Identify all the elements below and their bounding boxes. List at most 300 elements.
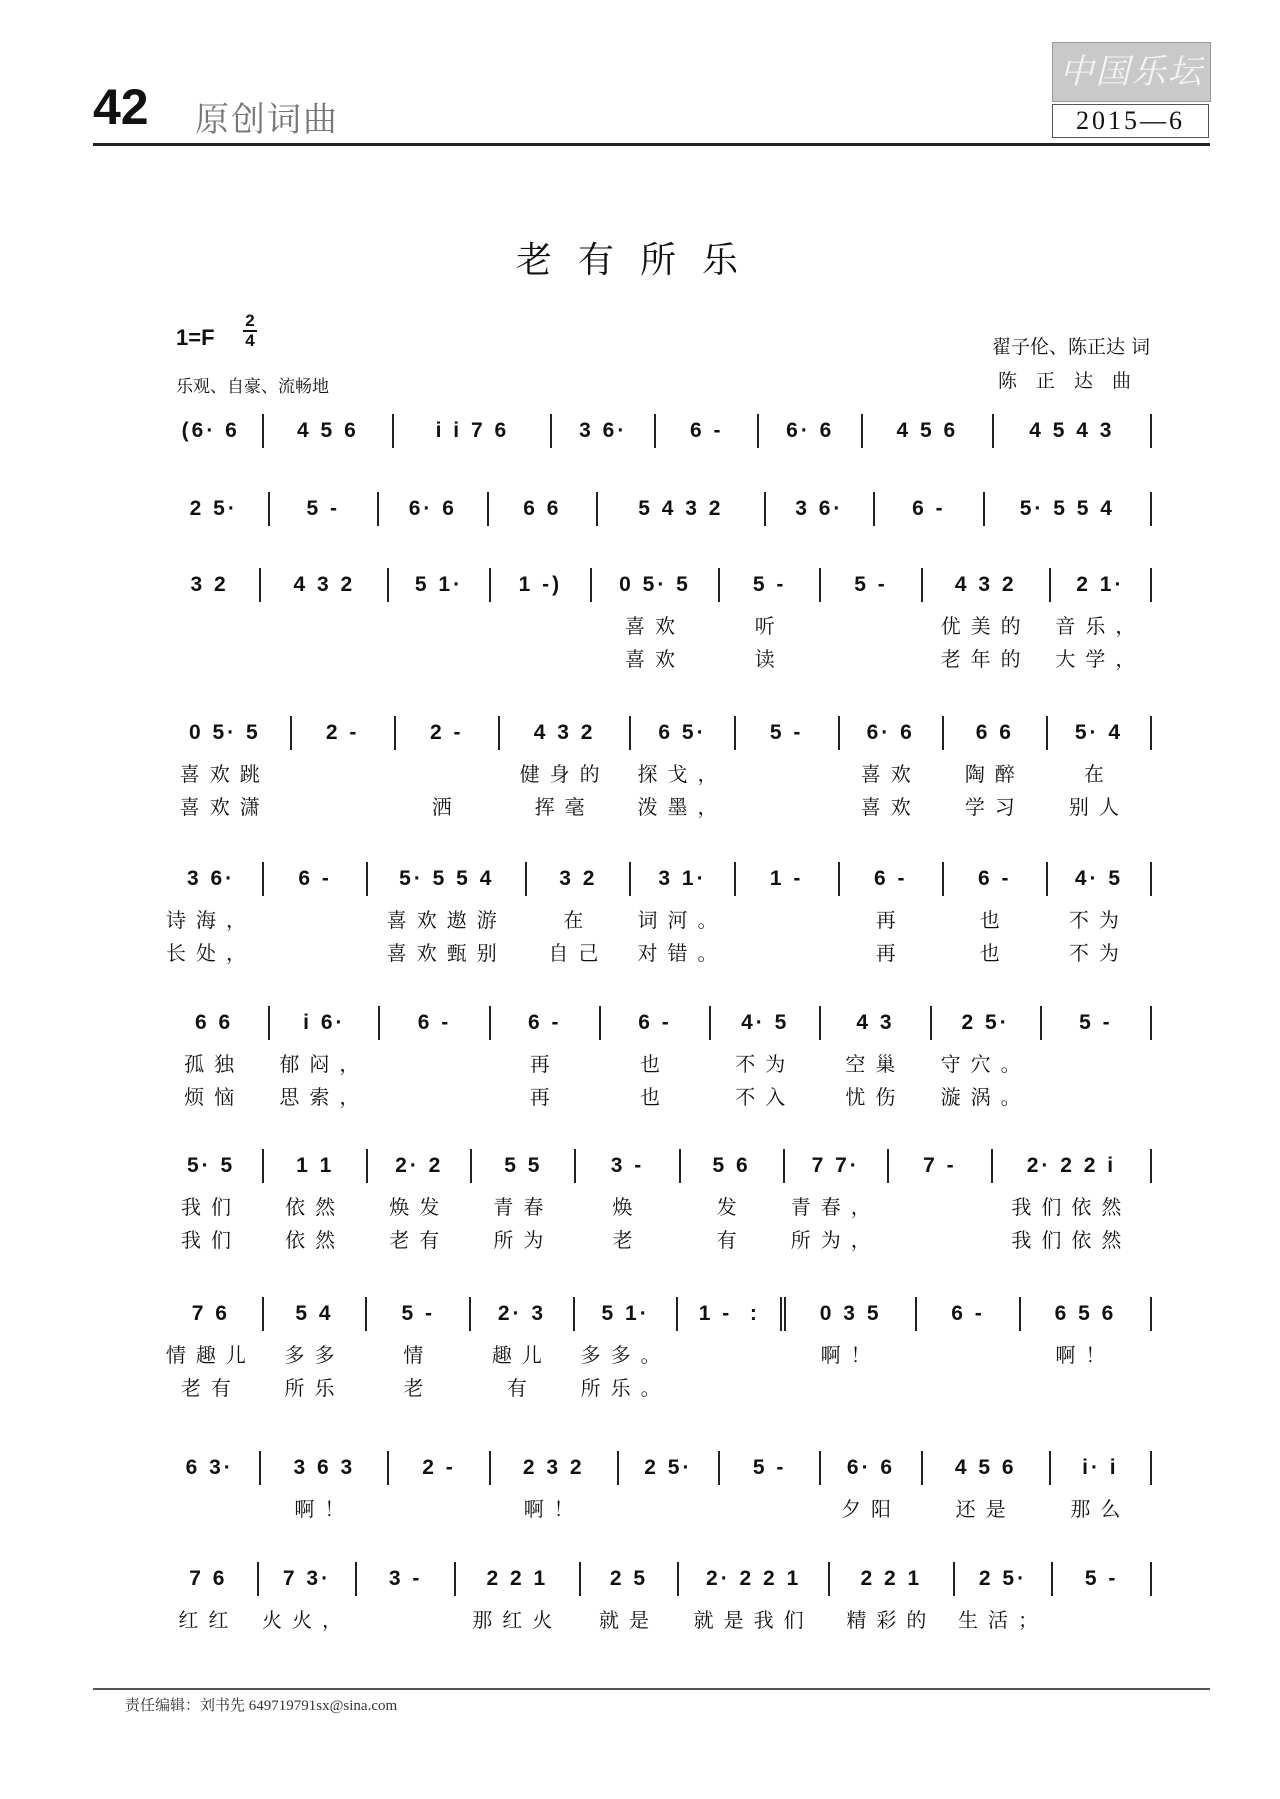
measure — [1051, 1451, 1152, 1521]
song-title: 老有所乐 — [515, 240, 764, 281]
measure — [396, 716, 500, 819]
measure — [1048, 862, 1152, 965]
measure-notes: 5· 5 — [186, 1154, 236, 1177]
lyric-verse-1: 火火， — [261, 1608, 352, 1632]
lyric-verse-1: 啊！ — [820, 1343, 881, 1367]
measure — [160, 568, 261, 602]
measure-notes: 1 1 — [296, 1154, 335, 1177]
measure-notes: 7 6 — [189, 1567, 228, 1590]
lyric-verse-1: 青春， — [790, 1195, 881, 1219]
lyric-verse-2: 自己 — [548, 941, 609, 965]
lyric-verse-2: 忧伤 — [845, 1085, 906, 1109]
measure — [1042, 1006, 1152, 1040]
lyric-verse-1: 还是 — [955, 1497, 1016, 1521]
lyric-verse-1: 喜欢 — [860, 762, 921, 786]
measure-notes: 6 - — [912, 497, 946, 520]
measure — [923, 1451, 1051, 1521]
section-title: 原创词曲 — [195, 100, 339, 140]
score-row — [160, 1006, 1152, 1109]
header-rule — [93, 143, 1210, 146]
measure-notes: 5 - — [401, 1302, 435, 1325]
lyric-verse-2: 有 — [716, 1228, 747, 1252]
measure — [389, 568, 490, 602]
measure-notes: 2 2 1 — [486, 1567, 549, 1590]
measure — [160, 1562, 259, 1632]
magazine-logo: 中国乐坛 — [1052, 42, 1211, 102]
lyric-verse-2: 泼墨， — [637, 795, 728, 819]
measure-notes: 4 3 2 — [293, 573, 356, 596]
measure-notes: 6 - — [528, 1011, 562, 1034]
lyric-verse-1: 音乐， — [1055, 614, 1146, 638]
score-row — [160, 568, 1152, 671]
measure-notes: 6 6 — [195, 1011, 234, 1034]
measure — [656, 414, 760, 448]
lyric-verse-1: 依然 — [285, 1195, 346, 1219]
score-row — [160, 1451, 1152, 1521]
measure — [357, 1562, 456, 1596]
measure — [575, 1297, 679, 1400]
measure-notes: 6 - — [689, 419, 724, 442]
lyric-verse-2: 老有 — [389, 1228, 450, 1252]
measure-notes: 7 3· — [282, 1567, 332, 1590]
lyric-verse-1: 在 — [563, 908, 594, 932]
measure — [264, 1149, 368, 1252]
measure-notes: 4 5 4 3 — [1029, 419, 1115, 442]
measure — [491, 1451, 619, 1521]
lyric-verse-2: 挥毫 — [534, 795, 595, 819]
measure-notes: 6· 6 — [408, 497, 457, 520]
measure — [821, 568, 922, 602]
measure-notes: i· i — [1082, 1456, 1119, 1479]
composer-credit: 陈正达曲 — [997, 370, 1150, 392]
measure — [720, 568, 821, 671]
measures — [160, 414, 1152, 448]
measure-notes: 3 2 — [190, 573, 229, 596]
measure — [840, 862, 944, 965]
score-row — [160, 414, 1152, 448]
lyric-verse-2: 依然 — [285, 1228, 346, 1252]
measure-notes: 0 5· 5 — [188, 721, 261, 744]
measure-notes: 6 - — [298, 867, 332, 890]
measure-notes: 6 - — [638, 1011, 672, 1034]
measure — [679, 1562, 830, 1632]
lyric-verse-2: 再 — [529, 1085, 560, 1109]
lyric-verse-2: 喜欢 — [625, 647, 685, 671]
lyric-verse-2: 老年的 — [940, 647, 1031, 671]
measure — [955, 1562, 1054, 1632]
lyric-verse-2: 也 — [639, 1085, 670, 1109]
time-sig-top: 2 — [245, 311, 255, 330]
lyric-verse-2: 我们依然 — [1011, 1228, 1132, 1252]
measures — [160, 492, 1152, 526]
measure — [889, 1149, 993, 1183]
measure-notes: 6 6 — [523, 497, 562, 520]
lyric-verse-1: 优美的 — [940, 614, 1031, 638]
measure-notes: 5 - — [1084, 1567, 1119, 1590]
measure — [552, 414, 656, 448]
lyric-verse-1: 健身的 — [519, 762, 610, 786]
lyric-verse-1: 趣儿 — [491, 1343, 552, 1367]
measure — [160, 862, 264, 965]
score-row — [160, 492, 1152, 526]
lyric-verse-1: 就是我们 — [693, 1608, 814, 1632]
measure — [1051, 568, 1152, 671]
lyric-verse-1: 啊！ — [523, 1497, 584, 1521]
measure — [471, 1297, 575, 1400]
measure-notes: 6 6 — [975, 721, 1014, 744]
measure — [994, 414, 1152, 448]
measure-notes: 5 5 — [504, 1154, 543, 1177]
measure-notes: 4 3 2 — [533, 721, 596, 744]
measure — [379, 492, 489, 526]
measure-notes: 3 - — [610, 1154, 645, 1177]
measure — [264, 1297, 368, 1400]
measure — [923, 568, 1051, 671]
lyric-verse-1: 那么 — [1070, 1497, 1131, 1521]
lyric-verse-1: 焕发 — [389, 1195, 450, 1219]
lyric-verse-1: 再 — [529, 1052, 560, 1076]
measure-notes: 3 6· — [579, 419, 628, 442]
measure — [160, 1149, 264, 1252]
measure-notes: 5· 5 5 4 — [1019, 497, 1115, 520]
measure — [261, 1451, 389, 1521]
measure-notes: 4 3 2 — [954, 573, 1017, 596]
measure-notes: 4· 5 — [741, 1011, 790, 1034]
lyric-verse-1: 发 — [716, 1195, 747, 1219]
measure-notes: 5 - — [769, 721, 804, 744]
lyric-verse-2: 思索， — [279, 1085, 370, 1109]
measure — [368, 1149, 472, 1252]
measure — [500, 716, 632, 819]
lyric-verse-1: 情 — [403, 1343, 434, 1367]
measure-notes: 6 - — [417, 1011, 452, 1034]
lyric-verse-1: 生活； — [958, 1608, 1048, 1632]
measure — [631, 862, 735, 965]
lyric-verse-1: 探戈， — [637, 762, 728, 786]
measure-notes: 2· 2 2 1 — [706, 1567, 802, 1590]
lyric-verse-1: 听 — [754, 614, 785, 638]
measures — [160, 1297, 1152, 1400]
measure-notes: 3 6 3 — [293, 1456, 356, 1479]
measure-notes: 6· 6 — [866, 721, 915, 744]
measure — [489, 492, 599, 526]
lyric-verse-1: 也 — [639, 1052, 670, 1076]
measure-notes: 1 - : — [698, 1302, 760, 1325]
lyric-verse-1: 青春 — [493, 1195, 554, 1219]
footer-rule — [93, 1688, 1210, 1690]
lyric-verse-2: 别人 — [1068, 795, 1129, 819]
measures — [160, 568, 1152, 671]
measure — [527, 862, 631, 965]
measure-notes: 5 6 — [712, 1154, 751, 1177]
measure-notes: 2 - — [430, 721, 464, 744]
measure — [917, 1297, 1021, 1331]
measure-notes: 7 6 — [191, 1302, 230, 1325]
lyric-verse-1: 在 — [1083, 762, 1114, 786]
measure — [863, 414, 994, 448]
editor-credit: 责任编辑：刘书先 649719791sx@sina.com — [125, 1698, 398, 1714]
measure — [786, 1297, 917, 1367]
lyric-verse-1: 喜欢跳 — [179, 762, 270, 786]
measure-notes: i 6· — [303, 1011, 346, 1034]
measure-notes: 2 3 2 — [522, 1456, 585, 1479]
lyric-verse-2: 喜欢 — [860, 795, 921, 819]
measure-notes: 7 7· — [811, 1154, 860, 1177]
measure — [264, 862, 368, 896]
lyric-verse-2: 所为， — [790, 1228, 881, 1252]
measures — [160, 1006, 1152, 1109]
lyric-verse-1: 多多 — [284, 1343, 345, 1367]
lyric-verse-2: 不入 — [735, 1085, 796, 1109]
measure — [576, 1149, 680, 1252]
lyric-verse-2: 洒 — [431, 795, 462, 819]
key-signature: 1=F — [176, 325, 215, 350]
measure-notes: 6 - — [951, 1302, 985, 1325]
measure — [785, 1149, 889, 1252]
measure — [160, 414, 264, 448]
measure — [160, 492, 270, 526]
lyric-verse-2: 大学， — [1055, 647, 1146, 671]
lyric-verse-1: 诗海， — [166, 908, 257, 932]
measures — [160, 716, 1152, 819]
measure-notes: 3 6· — [186, 867, 236, 890]
measure-notes: 2 5· — [189, 497, 238, 520]
measure — [456, 1562, 581, 1632]
measure — [264, 414, 395, 448]
measure — [736, 862, 840, 896]
measure — [592, 568, 720, 671]
measure-notes: (6· 6 — [181, 419, 240, 442]
lyric-verse-1: 也 — [979, 908, 1010, 932]
measure-notes: 2 5 — [609, 1567, 649, 1590]
measure-notes: 2 5· — [978, 1567, 1028, 1590]
measure-notes: 5 - — [1079, 1011, 1113, 1034]
measure — [367, 1297, 471, 1400]
measure-notes: 2· 2 2 i — [1026, 1154, 1117, 1177]
measure-notes: 4 3 — [856, 1011, 895, 1034]
measures — [160, 1149, 1152, 1252]
lyric-verse-2: 老有 — [180, 1376, 241, 1400]
measure — [160, 1006, 270, 1109]
measure — [619, 1451, 720, 1485]
measure — [160, 1297, 264, 1400]
issue-number: 2015—6 — [1052, 104, 1209, 138]
lyric-verse-1: 就是 — [598, 1608, 659, 1632]
measure-notes: 5 4 — [295, 1302, 334, 1325]
measure-notes: 0 3 5 — [819, 1302, 882, 1325]
measure-notes: 5· 4 — [1074, 721, 1124, 744]
measure-notes: 3 - — [388, 1567, 423, 1590]
measure-notes: 2 5· — [644, 1456, 693, 1479]
measure — [270, 492, 380, 526]
lyric-verse-2: 学习 — [964, 795, 1025, 819]
lyric-verse-2: 烦恼 — [184, 1085, 245, 1109]
lyric-verse-1: 喜欢 — [625, 614, 685, 638]
measure — [1021, 1297, 1152, 1367]
lyric-verse-2: 对错。 — [637, 941, 728, 965]
lyric-verse-1: 陶醉 — [964, 762, 1025, 786]
lyric-verse-1: 红红 — [178, 1608, 239, 1632]
lyric-verse-2: 我们 — [181, 1228, 242, 1252]
lyric-verse-2: 所乐 — [284, 1376, 345, 1400]
measure — [491, 1006, 601, 1109]
measure-notes: 5 - — [752, 1456, 787, 1479]
measure-notes: 2 - — [422, 1456, 456, 1479]
lyric-verse-1: 不为 — [1068, 908, 1129, 932]
lyric-verse-2: 喜欢甄别 — [386, 941, 507, 965]
measure — [598, 492, 765, 526]
measure — [759, 414, 863, 448]
measures — [160, 1451, 1152, 1521]
measure-notes: 5 - — [306, 497, 341, 520]
measure-notes: 6 3· — [185, 1456, 234, 1479]
lyric-verse-2: 再 — [875, 941, 906, 965]
measure — [985, 492, 1152, 526]
lyric-verse-1: 情趣儿 — [165, 1343, 256, 1367]
measure — [160, 1451, 261, 1485]
measure — [681, 1149, 785, 1252]
lyric-verse-2: 不为 — [1068, 941, 1129, 965]
measure-notes: 4· 5 — [1074, 867, 1123, 890]
lyric-verse-2: 喜欢潇 — [179, 795, 270, 819]
measure — [875, 492, 985, 526]
measure — [993, 1149, 1152, 1252]
measure-notes: 6 5· — [658, 721, 707, 744]
lyric-verse-2: 也 — [979, 941, 1010, 965]
measure-notes: 6 5 6 — [1054, 1302, 1117, 1325]
measures — [160, 1562, 1152, 1632]
measure-notes: i i 7 6 — [435, 419, 510, 442]
measure — [932, 1006, 1042, 1109]
lyric-verse-2: 漩涡。 — [940, 1085, 1031, 1109]
measure-notes: 5 - — [752, 573, 787, 596]
measure-notes: 2 1· — [1076, 573, 1125, 596]
score-row — [160, 1562, 1152, 1632]
measure-notes: 3 6· — [795, 497, 844, 520]
lyric-verse-1: 郁闷， — [279, 1052, 370, 1076]
measure — [389, 1451, 490, 1485]
lyric-verse-1: 多多。 — [580, 1343, 671, 1367]
lyric-verse-1: 精彩的 — [846, 1608, 937, 1632]
measure — [944, 862, 1048, 965]
measure — [840, 716, 944, 819]
measure-notes: 3 2 — [559, 867, 598, 890]
lyric-verse-1: 焕 — [612, 1195, 643, 1219]
measure-notes: 0 5· 5 — [619, 573, 691, 596]
lyricist-credit: 翟子伦、陈正达 词 — [991, 336, 1150, 358]
measure-notes: 4 5 6 — [954, 1456, 1017, 1479]
measure — [270, 1006, 380, 1109]
lyric-verse-1: 我们 — [181, 1195, 242, 1219]
lyric-verse-2: 读 — [754, 647, 785, 671]
measure — [711, 1006, 821, 1109]
measure-notes: 4 5 6 — [297, 419, 359, 442]
lyric-verse-2: 有 — [506, 1376, 537, 1400]
measure — [259, 1562, 358, 1632]
measure-notes: 6 - — [978, 867, 1012, 890]
tempo-marking: 乐观、自豪、流畅地 — [176, 377, 329, 397]
measure — [821, 1006, 931, 1109]
measure-notes: 5 1· — [414, 573, 464, 596]
measure — [631, 716, 735, 819]
measure — [678, 1297, 786, 1331]
lyric-verse-1: 喜欢遨游 — [386, 908, 507, 932]
lyric-verse-1: 不为 — [735, 1052, 796, 1076]
measure — [821, 1451, 922, 1521]
lyric-verse-1: 词河。 — [637, 908, 728, 932]
measure-notes: 4 5 6 — [896, 419, 959, 442]
lyric-verse-2: 所乐。 — [580, 1376, 671, 1400]
measure — [380, 1006, 490, 1040]
page-number: 42 — [93, 79, 149, 135]
lyric-verse-1: 孤独 — [184, 1052, 245, 1076]
measure-notes: 2· 2 — [395, 1154, 444, 1177]
measures — [160, 862, 1152, 965]
measure — [944, 716, 1048, 819]
measure-notes: 6· 6 — [846, 1456, 896, 1479]
lyric-verse-2: 老 — [612, 1228, 643, 1252]
measure — [292, 716, 396, 750]
measure-notes: 2 5· — [961, 1011, 1010, 1034]
measure — [581, 1562, 680, 1632]
measure-notes: 6 - — [873, 867, 908, 890]
measure-notes: 5 4 3 2 — [638, 497, 724, 520]
measure-notes: 5 - — [854, 573, 888, 596]
lyric-verse-1: 我们依然 — [1011, 1195, 1132, 1219]
measure — [472, 1149, 576, 1252]
measure — [1048, 716, 1152, 819]
measure — [830, 1562, 955, 1632]
measure — [601, 1006, 711, 1109]
measure-notes: 2· 3 — [497, 1302, 546, 1325]
score-row — [160, 716, 1152, 819]
lyric-verse-1: 再 — [875, 908, 906, 932]
measure — [766, 492, 876, 526]
score-row — [160, 862, 1152, 965]
lyric-verse-1: 空巢 — [845, 1052, 906, 1076]
measure — [261, 568, 389, 602]
measure — [1053, 1562, 1152, 1596]
lyric-verse-1: 守穴。 — [940, 1052, 1031, 1076]
measure-notes: 5 1· — [601, 1302, 650, 1325]
lyric-verse-1: 那红火 — [472, 1608, 563, 1632]
lyric-verse-1: 啊！ — [1055, 1343, 1116, 1367]
measure-notes: 3 1· — [658, 867, 707, 890]
measure-notes: 1 -) — [518, 573, 563, 596]
measure-notes: 2 2 1 — [860, 1567, 923, 1590]
measure — [394, 414, 552, 448]
lyric-verse-1: 啊！ — [294, 1497, 355, 1521]
time-sig-bottom: 4 — [245, 331, 255, 350]
measure-notes: 5· 5 5 4 — [399, 867, 495, 890]
score-row — [160, 1149, 1152, 1252]
measure — [160, 716, 292, 819]
lyric-verse-2: 所为 — [493, 1228, 554, 1252]
measure — [720, 1451, 821, 1485]
measure-notes: 2 - — [325, 721, 360, 744]
score-row — [160, 1297, 1152, 1400]
measure — [736, 716, 840, 750]
measure — [491, 568, 592, 602]
measure-notes: 6· 6 — [786, 419, 835, 442]
measure — [368, 862, 527, 965]
lyric-verse-1: 夕阳 — [841, 1497, 901, 1521]
lyric-verse-2: 老 — [403, 1376, 434, 1400]
measure-notes: 7 - — [923, 1154, 957, 1177]
lyric-verse-2: 长处， — [166, 941, 257, 965]
measure-notes: 1 - — [769, 867, 804, 890]
time-signature — [243, 312, 257, 350]
